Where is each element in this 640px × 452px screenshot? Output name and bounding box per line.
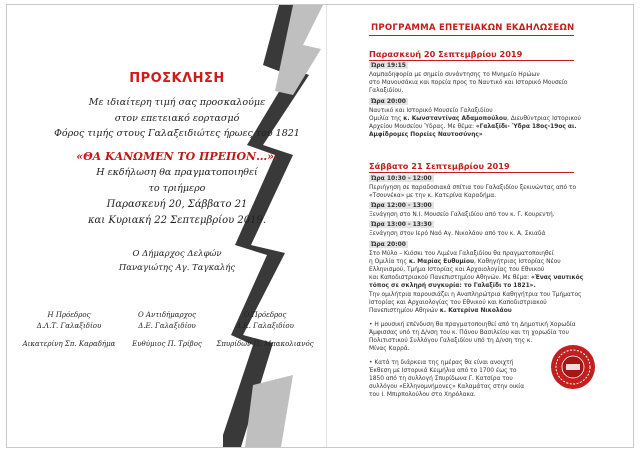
exhibition-note: • Κατά τη διάρκεια της ημέρας θα είναι ανοιχτή — [369, 360, 514, 366]
text-span: και Καποδιστριακού Πανεπιστημίου Αθηνών. Με θέμα: — [369, 275, 531, 281]
music-note: Πολιτιστικού Συλλόγου Γαλαξιδίου υπό τη Δ/νση της κ. — [369, 338, 533, 344]
day-title: Παρασκευή 20 Σεπτεμβρίου 2019 — [369, 49, 523, 59]
invitation-line: το τριήμερο — [148, 183, 206, 194]
event-text: Ξενάγηση στο Ν.Ι. Μουσείο Γαλαξιδίου από τον κ. Γ. Κουρεντή. — [369, 212, 555, 218]
event-text: στο Μανουσάκια και πορεία προς το Ναυτικό και Ιστορικό Μουσείο — [369, 80, 568, 86]
event-dates: και Κυριακή 22 Σεπτεμβρίου 2019. — [87, 215, 267, 226]
music-note: Μίνας Καρρά. — [369, 346, 410, 352]
time-slot: Ώρα 12:00 - 13:00 — [371, 202, 432, 209]
signatory-name: Αικατερίνη Σπ. Καραδήμα — [22, 340, 116, 348]
signatory — [117, 310, 217, 350]
event-text: Ιστορίας και Αρχαιολογίας του Εθνικού και Καποδιστριακού — [369, 300, 547, 306]
music-note: Άμφισσας υπό τη Δ/νση του κ. Πάνου Βασιλείου και τη χορωδία του — [369, 330, 569, 336]
day-divider — [369, 172, 574, 173]
time-slot: Ώρα 19:15 — [371, 62, 406, 69]
event-text — [369, 307, 512, 316]
signatory-name: Σπυρίδων Π. Μπακολιανός — [216, 340, 314, 348]
red-seal-stamp-icon — [549, 343, 597, 391]
program-title-underline — [369, 35, 574, 36]
text-span: Ομιλία της — [369, 116, 404, 122]
signatory-org: Δ.Κ. Γαλαξιδίου — [236, 322, 294, 330]
event-text: Περιήγηση σε παραδοσιακά σπίτια του Γαλαξιδίου ξεκινώντας από το — [369, 185, 577, 191]
exhibition-note: συλλόγου «Ελληνομνήμονες» Καλαμάτας στην οικία — [369, 384, 525, 390]
talk-topic: «Ένας ναυτικός — [530, 275, 584, 281]
signatory-role: Ο Πρόεδρος — [243, 311, 287, 319]
invitation-line: Με ιδιαίτερη τιμή σας προσκαλούμε — [88, 97, 266, 108]
day-title: Σάββατο 21 Σεπτεμβρίου 2019 — [369, 161, 510, 171]
event-text: Την ομιλήτρια παρουσιάζει η Αναπληρώτρια Καθηγήτρια του Τμήματος — [369, 292, 582, 298]
signatory — [19, 310, 119, 350]
invitation-line: στον επετειακό εορτασμό — [114, 113, 240, 124]
time-slot: Ώρα 20:00 — [371, 98, 406, 105]
time-slot: Ώρα 20:00 — [371, 241, 406, 248]
exhibition-note: Έκθεση με Ιστορικά Κειμήλια από το 1700 έως το — [369, 368, 517, 374]
talk-topic: «Γαλαξίδι- Ύδρα 18ος-19ος αι. — [475, 124, 577, 130]
invitation-line: Φόρος τιμής στους Γαλαξειδιώτες ήρωες του 1821 — [54, 128, 300, 139]
text-span: Πανεπιστημίου Αθηνών — [369, 308, 440, 314]
speaker-name: κ. Κατερίνα Νικολάου — [439, 308, 512, 314]
signatory-org: Δ.Ε. Γαλαξιδίου — [138, 322, 196, 330]
event-text: Ξενάγηση στον Ιερό Ναό Αγ. Νικολάου από τον κ. Α. Σκιαδά — [369, 231, 546, 237]
text-span: Αρχείου Μουσείου Ύδρας. Με θέμα: — [369, 124, 476, 130]
event-text: Γαλαξιδίου. — [369, 88, 404, 94]
invitation-line: Η εκδήλωση θα πραγματοποιηθεί — [96, 167, 258, 178]
day-divider — [369, 60, 574, 61]
talk-topic: τόπος σε σκληρή συγκυρία: το Γαλαξίδι το 1821». — [369, 283, 536, 289]
music-note: • Η μουσική επένδυση θα πραγματοποιηθεί από τη Δημοτική Χορωδία — [369, 322, 576, 328]
mayor-name: Παναγιώτης Αγ. Ταγκαλής — [118, 263, 236, 273]
invitation-panel — [7, 5, 325, 447]
event-motto: «ΘΑ ΚΑΝΩΜΕΝ ΤΟ ΠΡΕΠΟΝ…». — [76, 150, 278, 163]
event-dates: Παρασκευή 20, Σάββατο 21 — [106, 199, 248, 210]
text-span: η Ομιλία της — [369, 259, 409, 265]
signatory — [215, 310, 315, 350]
talk-topic: Αμφίδρομες Πορείες Ναυτοσύνης» — [369, 132, 483, 138]
invitation-sheet — [6, 4, 634, 448]
page-fold — [326, 5, 327, 447]
speaker-name: κ. Κωνσταντίνας Αδαμοπούλου — [403, 116, 507, 122]
event-text: Στο Μύλο – Κιόσκι του Λιμένα Γαλαξιδίου θα πραγματοποιηθεί — [369, 251, 554, 257]
signatory-name: Ευθύμιος Π. Τρίβος — [132, 340, 202, 348]
text-span: , Καθηγήτριας Ιστορίας Νέου — [474, 259, 561, 265]
program-title: ΠΡΟΓΡΑΜΜΑ ΕΠΕΤΕΙΑΚΩΝ ΕΚΔΗΛΩΣΕΩΝ — [371, 23, 575, 33]
signatory-org: Δ.Λ.Τ. Γαλαξιδίου — [36, 322, 102, 330]
time-slot: Ώρα 13:00 - 13:30 — [371, 221, 432, 228]
exhibition-note: 1850 από τη συλλογή Σπυρίδωνα Γ. Κατσίρα του — [369, 376, 513, 382]
signatory-role: Ο Αντιδήμαρχος — [137, 311, 197, 319]
text-span: , Διευθύντριας Ιστορικού — [506, 116, 581, 122]
speaker-name: κ. Μαρίας Ευθυμίου — [408, 259, 474, 265]
signatory-role: Η Πρόεδρος — [47, 311, 91, 319]
event-text: Ελληνισμού, Τμήμα Ιστορίας και Αρχαιολογίας του Εθνικού — [369, 267, 545, 273]
time-slot: Ώρα 10:30 - 12:00 — [371, 175, 432, 182]
invitation-title: ΠΡΟΣΚΛΗΣΗ — [129, 71, 225, 86]
event-text: «Τσουνέκα» με την κ. Κατερίνα Καραδήμα. — [369, 193, 497, 199]
mayor-role: Ο Δήμαρχος Δελφών — [132, 249, 222, 259]
event-text: Λαμπαδηφορία με σημείο συνάντησης το Μνημείο Ηρώων — [369, 72, 540, 78]
exhibition-note: του Ι. Μπιρπολούλου στο Χηρόλακα. — [369, 392, 476, 398]
event-text: Ναυτικό και Ιστορικό Μουσείο Γαλαξιδίου — [369, 108, 493, 114]
